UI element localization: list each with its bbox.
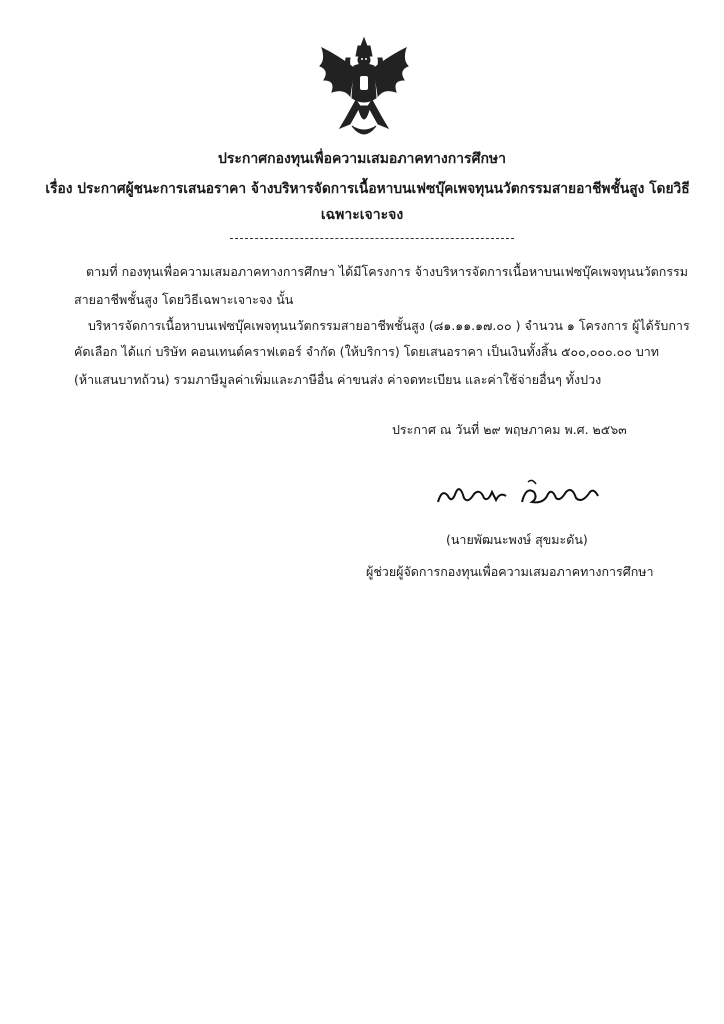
para1-line2: สายอาชีพชั้นสูง โดยวิธีเฉพาะเจาะจง นั้น: [74, 292, 294, 307]
subject-line-2: เฉพาะเจาะจง: [320, 207, 404, 223]
subject-line-1: เรื่อง ประกาศผู้ชนะการเสนอราคา จ้างบริหารจัดการเนื้อหาบนเฟซบุ๊คเพจทุนนวัตกรรมสายอาชีพชั้นสูง โดยวิธี: [45, 181, 690, 197]
signer-name: (นายพัฒนะพงษ์ สุขมะดัน): [446, 532, 588, 547]
para2-line1: บริหารจัดการเนื้อหาบนเฟซบุ๊คเพจทุนนวัตกรรมสายอาชีพชั้นสูง (๘๑.๑๑.๑๗.๐๐ ) จำนวน ๑ โครงการ ผู้ได้รับการ: [88, 318, 690, 333]
garuda-emblem-icon: [316, 36, 412, 144]
document-title: ประกาศกองทุนเพื่อความเสมอภาคทางการศึกษา: [217, 151, 507, 167]
announce-date: ประกาศ ณ วันที่ ๒๙ พฤษภาคม พ.ศ. ๒๕๖๓: [392, 422, 627, 437]
para2-line2: คัดเลือก ได้แก่ บริษัท คอนเทนต์คราฟเตอร์ จำกัด (ให้บริการ) โดยเสนอราคา เป็นเงินทั้งสิ้น ๕๐๐,๐๐๐.๐๐ บาท: [74, 344, 660, 359]
separator-rule: [230, 238, 514, 239]
handwritten-signature: [434, 478, 604, 514]
signer-position: ผู้ช่วยผู้จัดการกองทุนเพื่อความเสมอภาคทางการศึกษา: [366, 564, 654, 579]
para2-line3: (ห้าแสนบาทถ้วน) รวมภาษีมูลค่าเพิ่มและภาษีอื่น ค่าขนส่ง ค่าจดทะเบียน และค่าใช้จ่ายอื่นๆ ทั้งปวง: [74, 372, 602, 387]
para1-line1: ตามที่ กองทุนเพื่อความเสมอภาคทางการศึกษา ได้มีโครงการ จ้างบริหารจัดการเนื้อหาบนเฟซบุ๊คเพจทุนนวัตกรรม: [86, 264, 689, 279]
